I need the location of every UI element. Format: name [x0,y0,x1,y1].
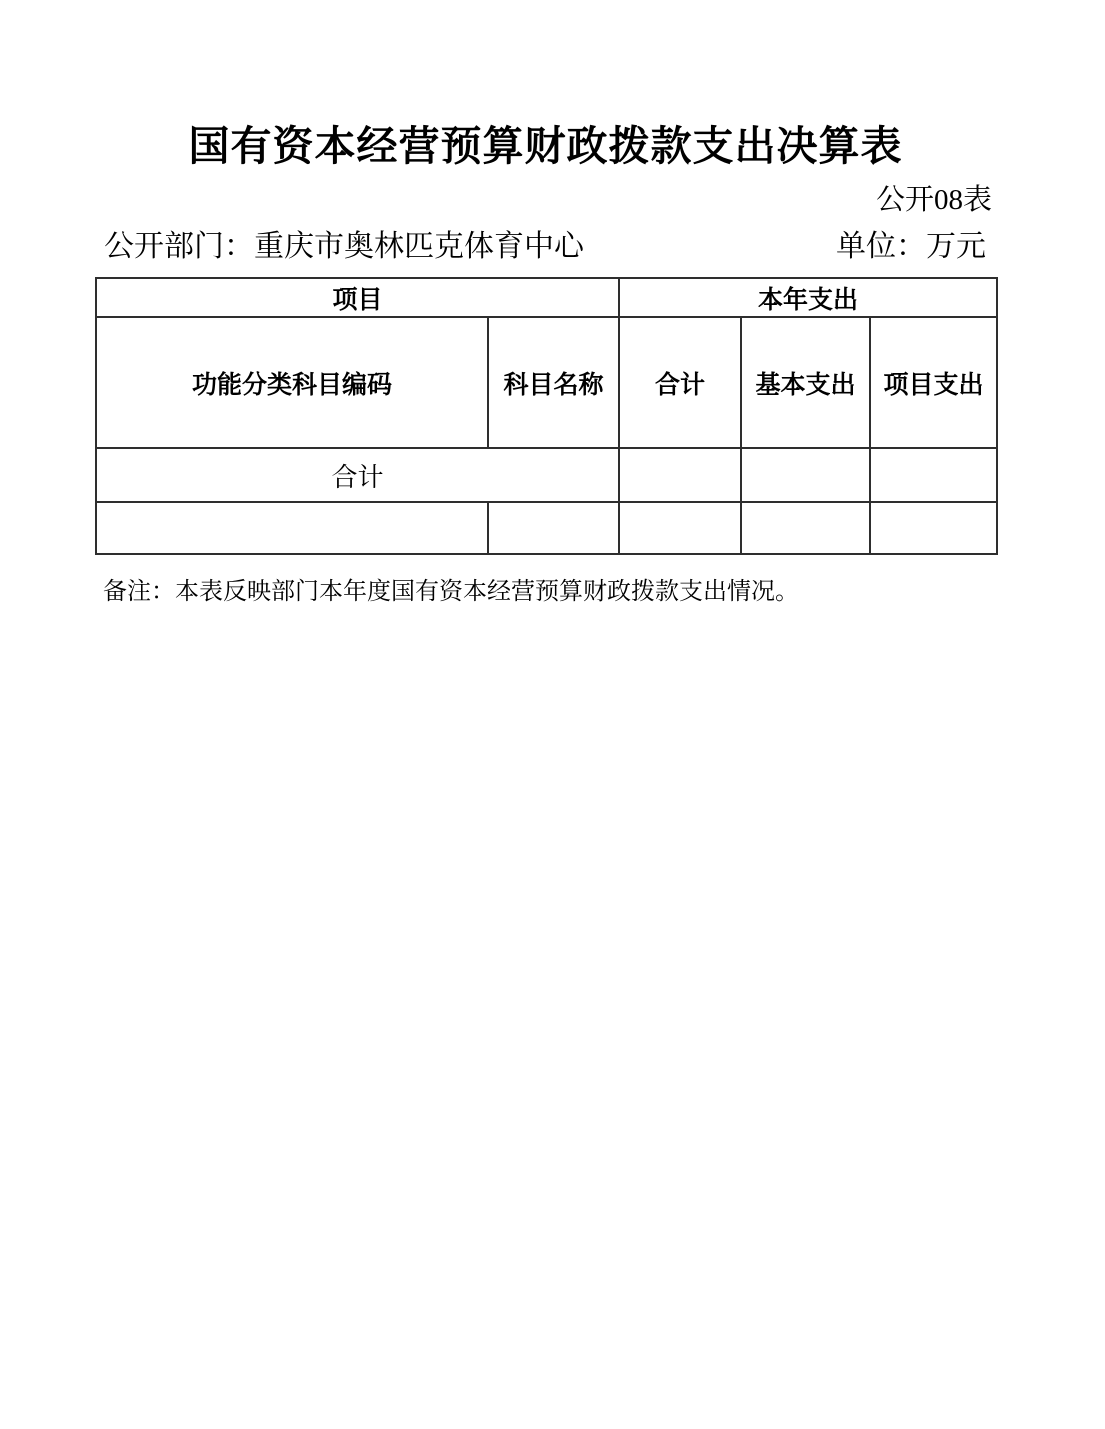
detail-total-cell [619,502,741,554]
total-row-total-cell [619,448,741,502]
budget-table [95,277,998,555]
table-detail-row [96,502,997,554]
header-subject-name: 科目名称 [488,317,619,448]
detail-project-cell [870,502,997,554]
header-basic-expenditure: 基本支出 [741,317,870,448]
total-row-project-cell [870,448,997,502]
page-title: 国有资本经营预算财政拨款支出决算表 [188,123,903,169]
meta-row [95,230,996,263]
table-column-label-row [96,317,997,448]
total-row-basic-cell [741,448,870,502]
detail-basic-cell [741,502,870,554]
header-project-expenditure: 项目支出 [870,317,997,448]
table-header-group-row [96,278,997,317]
note-text: 备注：本表反映部门本年度国有资本经营预算财政拨款支出情况。 [103,579,799,606]
table-total-row [96,448,997,502]
header-total: 合计 [619,317,741,448]
table-code-label: 公开08表 [875,184,992,217]
header-project-group: 项目 [96,278,619,317]
header-function-classification-code: 功能分类科目编码 [96,317,488,448]
header-current-year-expenditure-group: 本年支出 [619,278,997,317]
detail-name-cell [488,502,619,554]
total-row-label: 合计 [96,448,619,502]
department-line: 公开部门：重庆市奥林匹克体育中心 [104,230,584,264]
document-page [95,0,996,607]
detail-code-cell [96,502,488,554]
unit-line: 单位：万元 [836,230,986,264]
